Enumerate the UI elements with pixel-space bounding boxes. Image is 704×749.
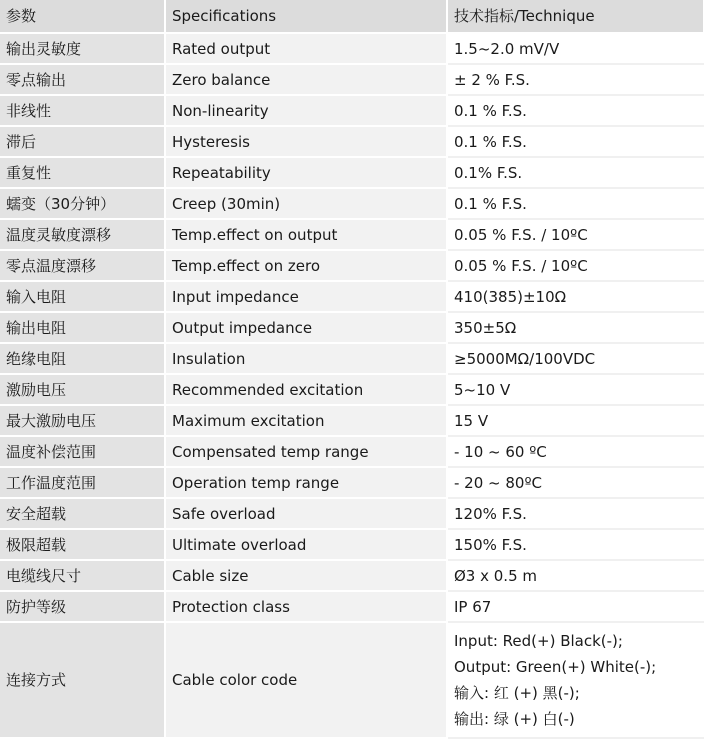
param-en: Creep (30min): [165, 188, 447, 219]
param-value: 350±5Ω: [447, 312, 704, 343]
param-en: Cable size: [165, 560, 447, 591]
param-en: Maximum excitation: [165, 405, 447, 436]
table-row: [0, 467, 704, 498]
param-cn: 连接方式: [0, 622, 165, 738]
table-row: [0, 157, 704, 188]
param-en: Output impedance: [165, 312, 447, 343]
cable-line-input-en: Input: Red(+) Black(-);: [454, 632, 623, 650]
param-value: - 10 ~ 60 ºC: [447, 436, 704, 467]
param-en: Input impedance: [165, 281, 447, 312]
param-en: Recommended excitation: [165, 374, 447, 405]
param-value: 1.5~2.0 mV/V: [447, 33, 704, 64]
param-cn: 重复性: [0, 157, 165, 188]
table-row: [0, 188, 704, 219]
param-cn: 绝缘电阻: [0, 343, 165, 374]
param-cn: 安全超载: [0, 498, 165, 529]
param-value: 410(385)±10Ω: [447, 281, 704, 312]
param-value: IP 67: [447, 591, 704, 622]
table-row: [0, 343, 704, 374]
table-row: [0, 591, 704, 622]
param-cn: 零点温度漂移: [0, 250, 165, 281]
param-value: 0.1 % F.S.: [447, 188, 704, 219]
table-row: [0, 64, 704, 95]
param-en: Hysteresis: [165, 126, 447, 157]
param-value: 0.1% F.S.: [447, 157, 704, 188]
param-cn: 输出灵敏度: [0, 33, 165, 64]
param-cn: 极限超载: [0, 529, 165, 560]
table-row: [0, 560, 704, 591]
param-cn: 温度补偿范围: [0, 436, 165, 467]
header-value: 技术指标/Technique: [447, 0, 704, 33]
param-value: 15 V: [447, 405, 704, 436]
table-row: [0, 312, 704, 343]
param-en: Insulation: [165, 343, 447, 374]
param-en: Repeatability: [165, 157, 447, 188]
table-row: [0, 529, 704, 560]
param-en: Zero balance: [165, 64, 447, 95]
cable-color-values: [447, 622, 704, 738]
param-cn: 蠕变（30分钟）: [0, 188, 165, 219]
param-value: 150% F.S.: [447, 529, 704, 560]
param-value: 5~10 V: [447, 374, 704, 405]
param-cn: 电缆线尺寸: [0, 560, 165, 591]
header-row: [0, 0, 704, 33]
param-value: 0.05 % F.S. / 10ºC: [447, 250, 704, 281]
param-en: Temp.effect on output: [165, 219, 447, 250]
param-cn: 工作温度范围: [0, 467, 165, 498]
param-value: Ø3 x 0.5 m: [447, 560, 704, 591]
param-cn: 激励电压: [0, 374, 165, 405]
param-en: Operation temp range: [165, 467, 447, 498]
param-en: Protection class: [165, 591, 447, 622]
cable-line-input-cn: 输入: 红 (+) 黑(-);: [454, 684, 580, 702]
table-row: [0, 95, 704, 126]
param-cn: 最大激励电压: [0, 405, 165, 436]
param-value: 120% F.S.: [447, 498, 704, 529]
param-cn: 输出电阻: [0, 312, 165, 343]
header-en: Specifications: [165, 0, 447, 33]
param-en: Ultimate overload: [165, 529, 447, 560]
table-row: [0, 405, 704, 436]
param-value: 0.1 % F.S.: [447, 95, 704, 126]
param-value: ± 2 % F.S.: [447, 64, 704, 95]
param-value: ≥5000MΩ/100VDC: [447, 343, 704, 374]
table-row: [0, 498, 704, 529]
param-cn: 防护等级: [0, 591, 165, 622]
cable-color-row: [0, 622, 704, 738]
table-row: [0, 374, 704, 405]
param-en: Non-linearity: [165, 95, 447, 126]
table-row: [0, 126, 704, 157]
param-value: - 20 ~ 80ºC: [447, 467, 704, 498]
param-en: Safe overload: [165, 498, 447, 529]
table-row: [0, 219, 704, 250]
param-en: Compensated temp range: [165, 436, 447, 467]
param-cn: 非线性: [0, 95, 165, 126]
cable-line-output-cn: 输出: 绿 (+) 白(-): [454, 710, 575, 728]
header-cn: 参数: [0, 0, 165, 33]
param-cn: 温度灵敏度漂移: [0, 219, 165, 250]
param-cn: 输入电阻: [0, 281, 165, 312]
table-row: [0, 250, 704, 281]
table-row: [0, 436, 704, 467]
cable-line-output-en: Output: Green(+) White(-);: [454, 658, 657, 676]
param-en: Temp.effect on zero: [165, 250, 447, 281]
param-cn: 零点输出: [0, 64, 165, 95]
param-value: 0.05 % F.S. / 10ºC: [447, 219, 704, 250]
param-value: 0.1 % F.S.: [447, 126, 704, 157]
table-row: [0, 33, 704, 64]
param-en: Cable color code: [165, 622, 447, 738]
param-cn: 滞后: [0, 126, 165, 157]
table-row: [0, 281, 704, 312]
param-en: Rated output: [165, 33, 447, 64]
